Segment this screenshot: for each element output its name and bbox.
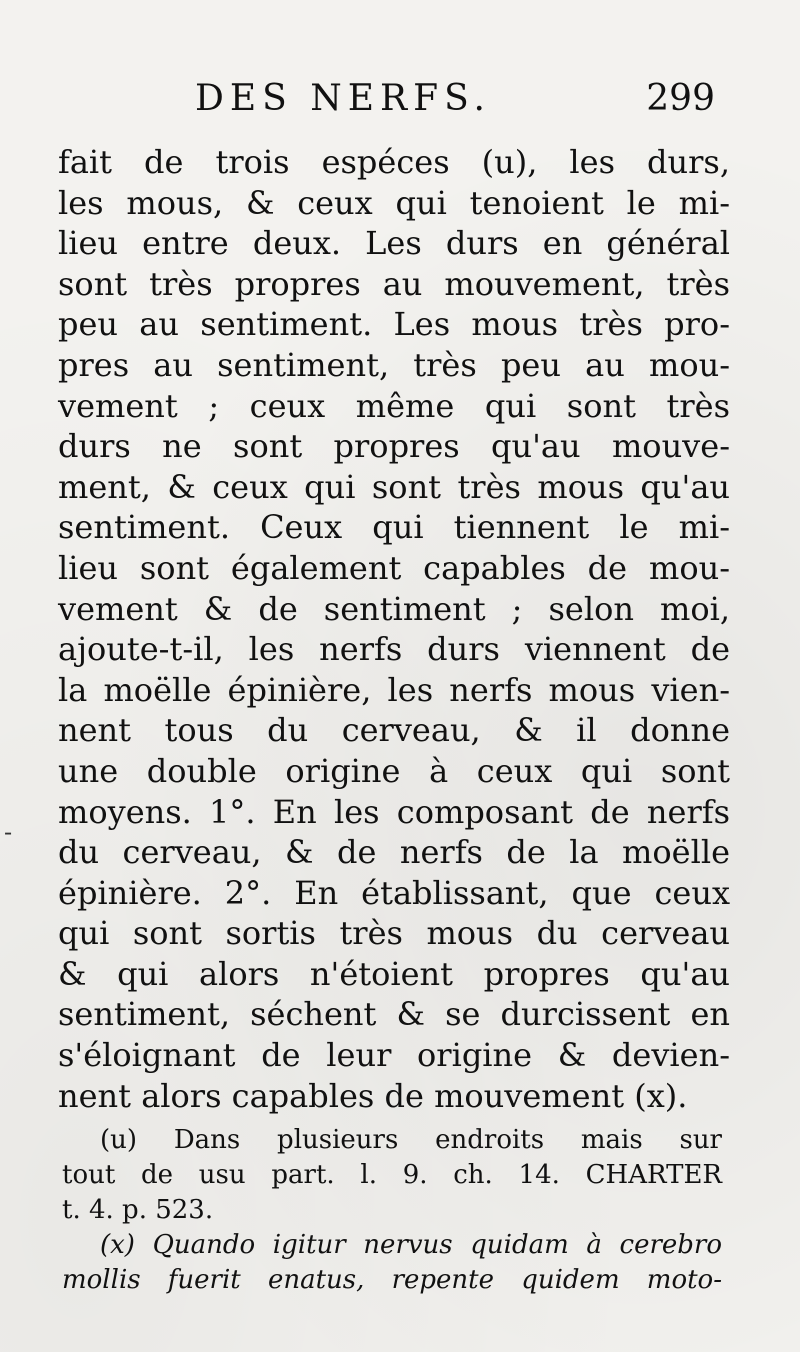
page-number: 299 (646, 78, 715, 119)
text-line: & qui alors n'étoient propres qu'au (58, 954, 730, 993)
footnote-u-line: tout de usu part. l. 9. ch. 14. CHARTER (62, 1160, 722, 1190)
text-line: ment, & ceux qui sont très mous qu'au (58, 467, 730, 506)
text-line: fait de trois espéces (u), les durs, (58, 143, 730, 181)
text-line: nent alors capables de mouvement (x). (58, 1076, 688, 1115)
page-header (195, 78, 735, 124)
running-title: DES NERFS. (195, 78, 491, 119)
body-paragraph (58, 142, 730, 1116)
text-line: la moëlle épinière, les nerfs mous vien- (58, 670, 730, 709)
text-line: peu au sentiment. Les mous très pro- (58, 305, 730, 344)
footnote-x-line: mollis fuerit enatus, repente quidem moto- (62, 1265, 722, 1295)
text-line: sentiment, séchent & se durcissent en (58, 995, 730, 1034)
text-line: une double origine à ceux qui sont (58, 751, 730, 790)
text-line: les mous, & ceux qui tenoient le mi- (58, 183, 730, 222)
text-line: sont très propres au mouvement, très (58, 264, 730, 303)
text-line: nent tous du cerveau, & il donne (58, 711, 730, 750)
text-line: qui sont sortis très mous du cerveau (58, 914, 730, 953)
text-line: pres au sentiment, très peu au mou- (58, 345, 730, 384)
text-line: ajoute-t-il, les nerfs durs viennent de (58, 630, 730, 669)
text-line: lieu sont également capables de mou- (58, 548, 730, 587)
text-line: lieu entre deux. Les durs en général (58, 224, 730, 263)
text-line: vement & de sentiment ; selon moi, (58, 589, 730, 628)
text-line: moyens. 1°. En les composant de nerfs (58, 792, 730, 831)
text-line: sentiment. Ceux qui tiennent le mi- (58, 508, 730, 547)
footnote-u-line: t. 4. p. 523. (62, 1195, 214, 1225)
footnote-u-line: (u) Dans plusieurs endroits mais sur (100, 1125, 722, 1155)
margin-mark: - (4, 818, 13, 846)
text-line: vement ; ceux même qui sont très (58, 386, 730, 425)
text-line: durs ne sont propres qu'au mouve- (58, 427, 730, 466)
text-line: du cerveau, & de nerfs de la moëlle (58, 833, 730, 872)
footnote-x-line: (x) Quando igitur nervus quidam à cerebro (100, 1230, 722, 1260)
text-line: s'éloignant de leur origine & devien- (58, 1036, 730, 1075)
footnotes (62, 1123, 722, 1298)
text-line: épinière. 2°. En établissant, que ceux (58, 873, 730, 912)
